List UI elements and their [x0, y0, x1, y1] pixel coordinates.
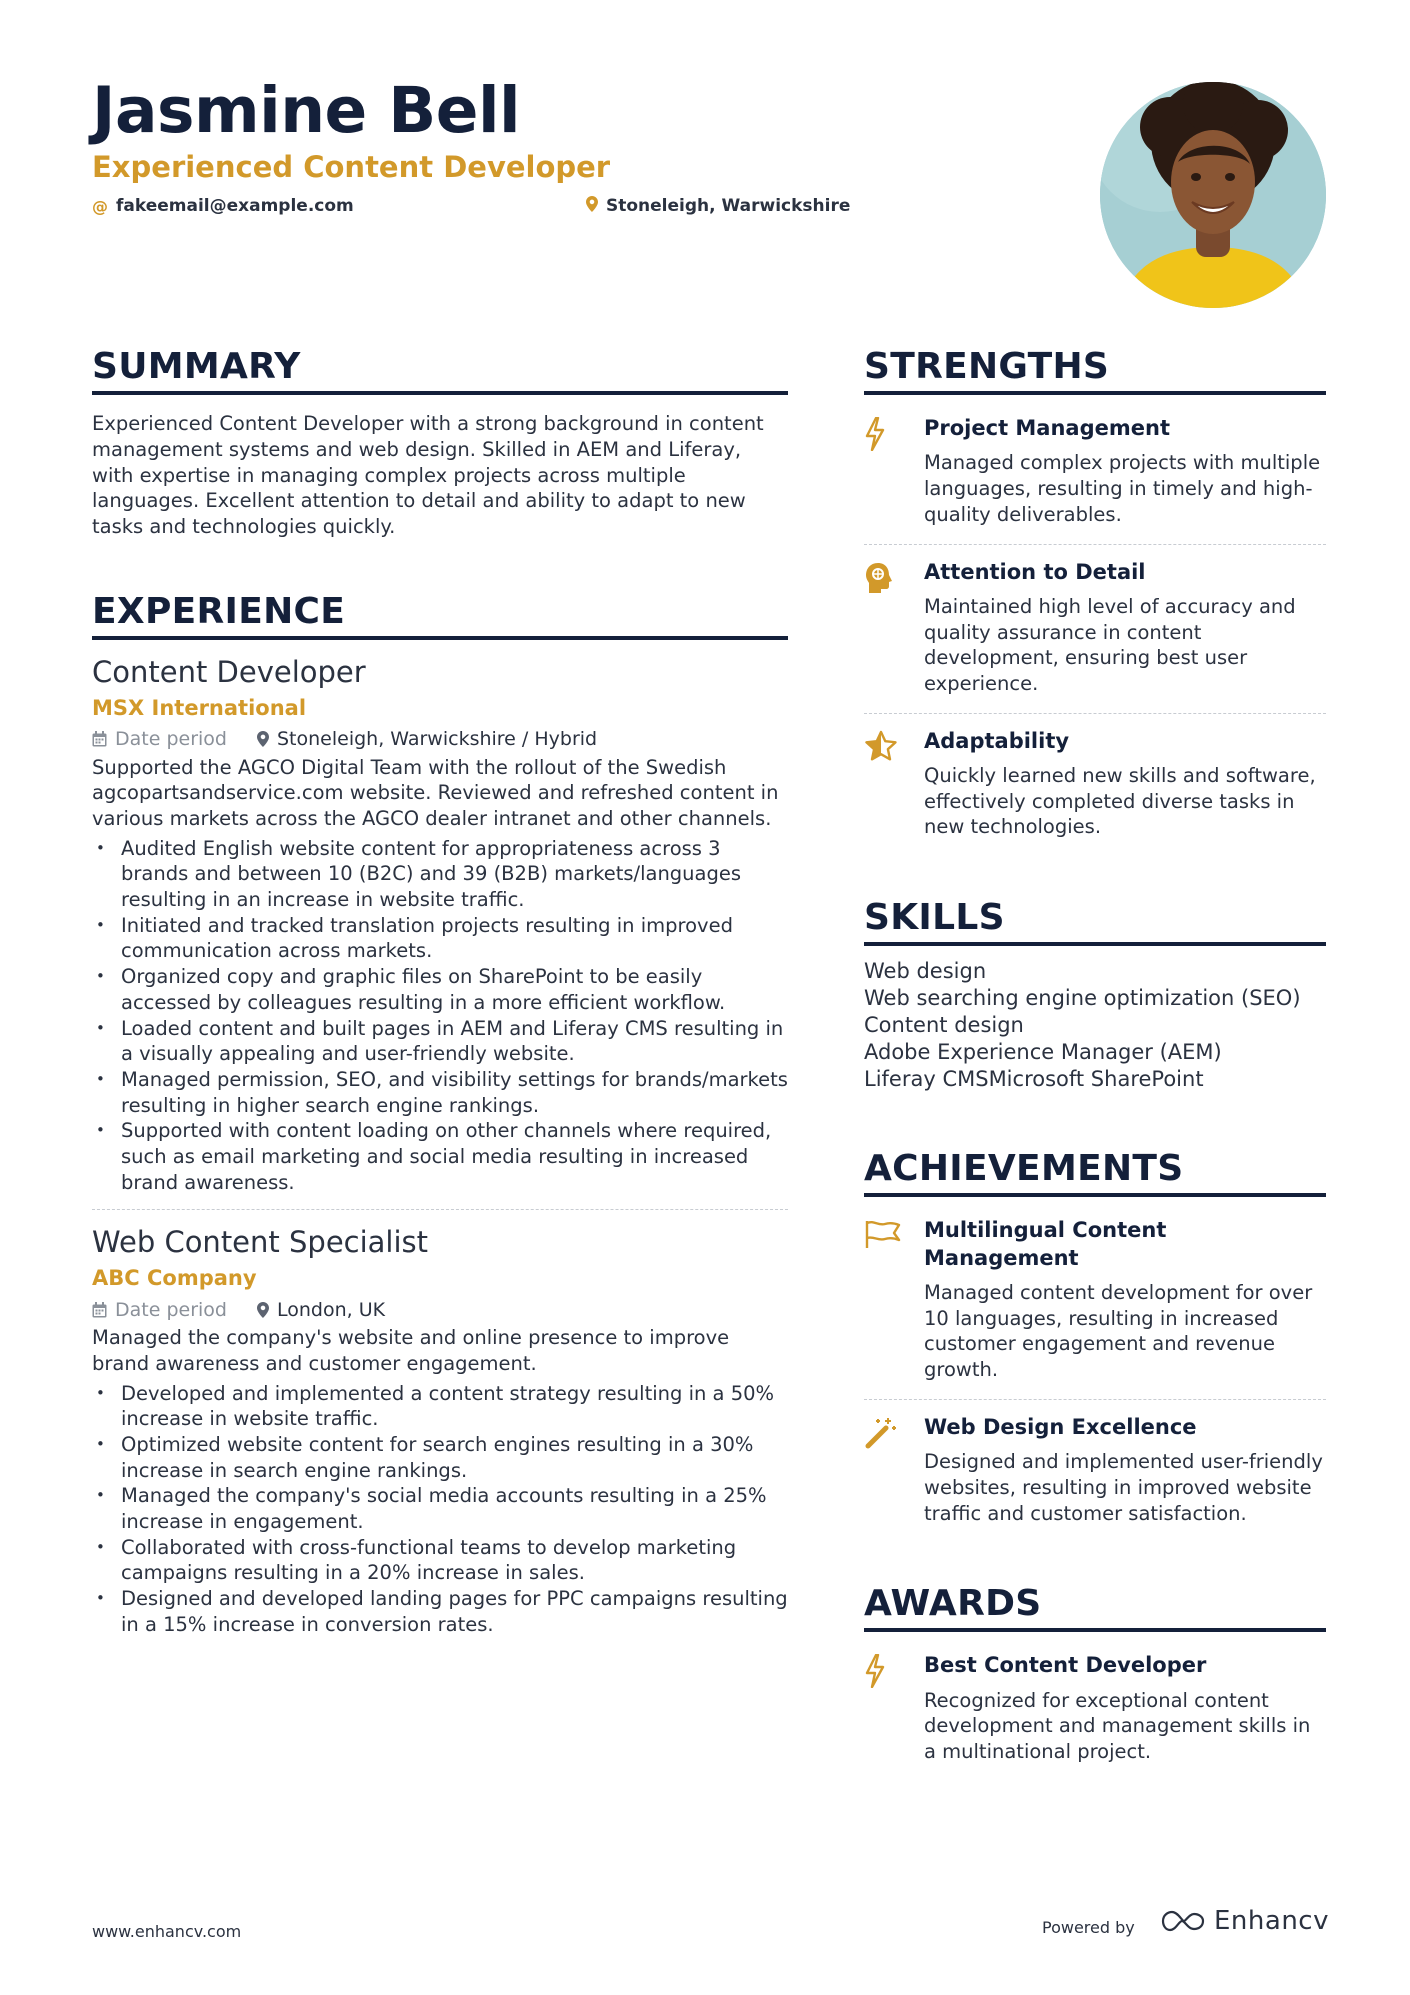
at-icon: @ [92, 196, 108, 216]
job-role: Content Developer [92, 654, 366, 689]
head-brain-icon [864, 559, 924, 697]
strength-item [864, 713, 1326, 856]
job-entry [92, 1209, 788, 1637]
skill-item: Web searching engine optimization (SEO) [864, 986, 1301, 1011]
job-meta [92, 726, 788, 753]
job-role: Web Content Specialist [92, 1225, 429, 1260]
enhancv-logo[interactable] [1160, 1906, 1329, 1936]
skill-item: Content design [864, 1013, 1024, 1038]
achievement-desc: Managed content development for over 10 languages, resulting in increased customer engagement and revenue growth. [924, 1281, 1313, 1382]
strengths-heading: STRENGTHS [864, 345, 1326, 395]
bullet-item: • Managed the company's social media accounts resulting in a 25% increase in engagement. [92, 1483, 788, 1534]
award-item [864, 1638, 1326, 1780]
brand-name: Enhancv [1214, 1906, 1329, 1936]
skills-list [864, 958, 1326, 1093]
bullet-item: • Supported with content loading on other channels where required, such as email marketing and social media resulting in increased brand awareness. [92, 1118, 788, 1195]
award-title: Best Content Developer [924, 1653, 1207, 1678]
contact-location [586, 196, 850, 216]
strength-title: Attention to Detail [924, 559, 1146, 584]
job-entry [92, 640, 788, 1196]
job-date [92, 1297, 227, 1324]
footer-url[interactable]: www.enhancv.com [92, 1922, 242, 1941]
right-column [864, 345, 1326, 1781]
achievements-list [864, 1203, 1326, 1542]
bullet-item: • Optimized website content for search engines resulting in a 30% increase in search engine rankings. [92, 1432, 788, 1483]
achievement-desc: Designed and implemented user-friendly websites, resulting in improved website traffic and customer satisfaction. [924, 1450, 1323, 1525]
skill-item: Liferay CMSMicrosoft SharePoint [864, 1067, 1204, 1092]
enhancv-logo-icon [1160, 1909, 1206, 1933]
experience-heading: EXPERIENCE [92, 590, 788, 640]
job-company: ABC Company [92, 1266, 257, 1291]
strength-title: Adaptability [924, 728, 1070, 753]
strength-desc: Managed complex projects with multiple languages, resulting in timely and high-quality deliverables. [924, 451, 1321, 526]
candidate-title: Experienced Content Developer [92, 150, 611, 184]
strength-item [864, 401, 1326, 543]
job-company: MSX International [92, 695, 307, 720]
left-column [92, 345, 788, 1638]
summary-heading: SUMMARY [92, 345, 788, 395]
lightning-icon [864, 1652, 924, 1764]
magic-wand-icon [864, 1414, 924, 1526]
skill-item: Adobe Experience Manager (AEM) [864, 1040, 1222, 1065]
job-date-text: Date period [115, 1298, 227, 1321]
job-bullets [92, 836, 788, 1196]
email-text: fakeemail@example.com [116, 196, 354, 216]
bullet-item: • Loaded content and built pages in AEM and Liferay CMS resulting in a visually appealing and user-friendly website. [92, 1016, 788, 1067]
bullet-item: • Managed permission, SEO, and visibility settings for brands/markets resulting in higher search engine rankings. [92, 1067, 788, 1118]
bullet-item: • Designed and developed landing pages for PPC campaigns resulting in a 15% increase in conversion rates. [92, 1586, 788, 1637]
strengths-list [864, 401, 1326, 856]
strength-item [864, 544, 1326, 713]
skill-item: Web design [864, 959, 987, 984]
achievements-heading: ACHIEVEMENTS [864, 1147, 1326, 1197]
powered-by-label: Powered by [1042, 1918, 1135, 1937]
achievement-title: Multilingual Content Management [924, 1218, 1167, 1270]
summary-text: Experienced Content Developer with a strong background in content management systems and web design. Skilled in AEM and Liferay, with expertise in managing complex projects across multiple languages. Excellent attention to detail and ability to adapt to new tasks and technologies quickly. [92, 412, 764, 538]
job-bullets [92, 1381, 788, 1638]
strength-desc: Maintained high level of accuracy and quality assurance in content development, ensuring best user experience. [924, 594, 1296, 695]
achievement-title: Web Design Excellence [924, 1414, 1197, 1439]
calendar-icon [92, 1302, 107, 1318]
location-pin-icon [257, 731, 269, 747]
calendar-icon [92, 731, 107, 747]
candidate-name: Jasmine Bell [92, 74, 521, 147]
profile-photo [1100, 82, 1326, 308]
skills-heading: SKILLS [864, 896, 1326, 946]
job-date-text: Date period [115, 727, 227, 750]
bullet-item: • Audited English website content for appropriateness across 3 brands and between 10 (B2C) and 39 (B2B) markets/languages resulting in an increase in website traffic. [92, 836, 788, 913]
job-location: London, UK [276, 1298, 386, 1321]
location-pin-icon [257, 1302, 269, 1318]
strength-desc: Quickly learned new skills and software, effectively completed diverse tasks in new technologies. [924, 764, 1316, 839]
star-half-icon [864, 728, 924, 840]
bullet-item: • Developed and implemented a content strategy resulting in a 50% increase in website traffic. [92, 1381, 788, 1432]
job-location: Stoneleigh, Warwickshire / Hybrid [276, 727, 598, 750]
job-meta [92, 1297, 788, 1324]
lightning-icon [864, 415, 924, 527]
achievement-item [864, 1203, 1326, 1398]
flag-icon [864, 1217, 924, 1382]
bullet-item: • Collaborated with cross-functional teams to develop marketing campaigns resulting in a 20% increase in sales. [92, 1535, 788, 1586]
strength-title: Project Management [924, 416, 1170, 441]
contact-email[interactable] [92, 196, 354, 216]
location-text: Stoneleigh, Warwickshire [606, 196, 851, 216]
job-description: Supported the AGCO Digital Team with the rollout of the Swedish agcopartsandservice.com website. Reviewed and refreshed content in various markets across the AGCO dealer intranet and other channels. [92, 755, 779, 830]
awards-heading: AWARDS [864, 1582, 1326, 1632]
bullet-item: • Initiated and tracked translation projects resulting in improved communication across markets. [92, 913, 788, 964]
award-desc: Recognized for exceptional content development and management skills in a multinational project. [924, 1688, 1311, 1764]
bullet-item: • Organized copy and graphic files on SharePoint to be easily accessed by colleagues resulting in a more efficient workflow. [92, 964, 788, 1015]
job-description: Managed the company's website and online presence to improve brand awareness and customer engagement. [92, 1326, 730, 1375]
awards-list [864, 1638, 1326, 1780]
job-date [92, 726, 227, 753]
achievement-item [864, 1399, 1326, 1542]
location-pin-icon [586, 196, 598, 216]
